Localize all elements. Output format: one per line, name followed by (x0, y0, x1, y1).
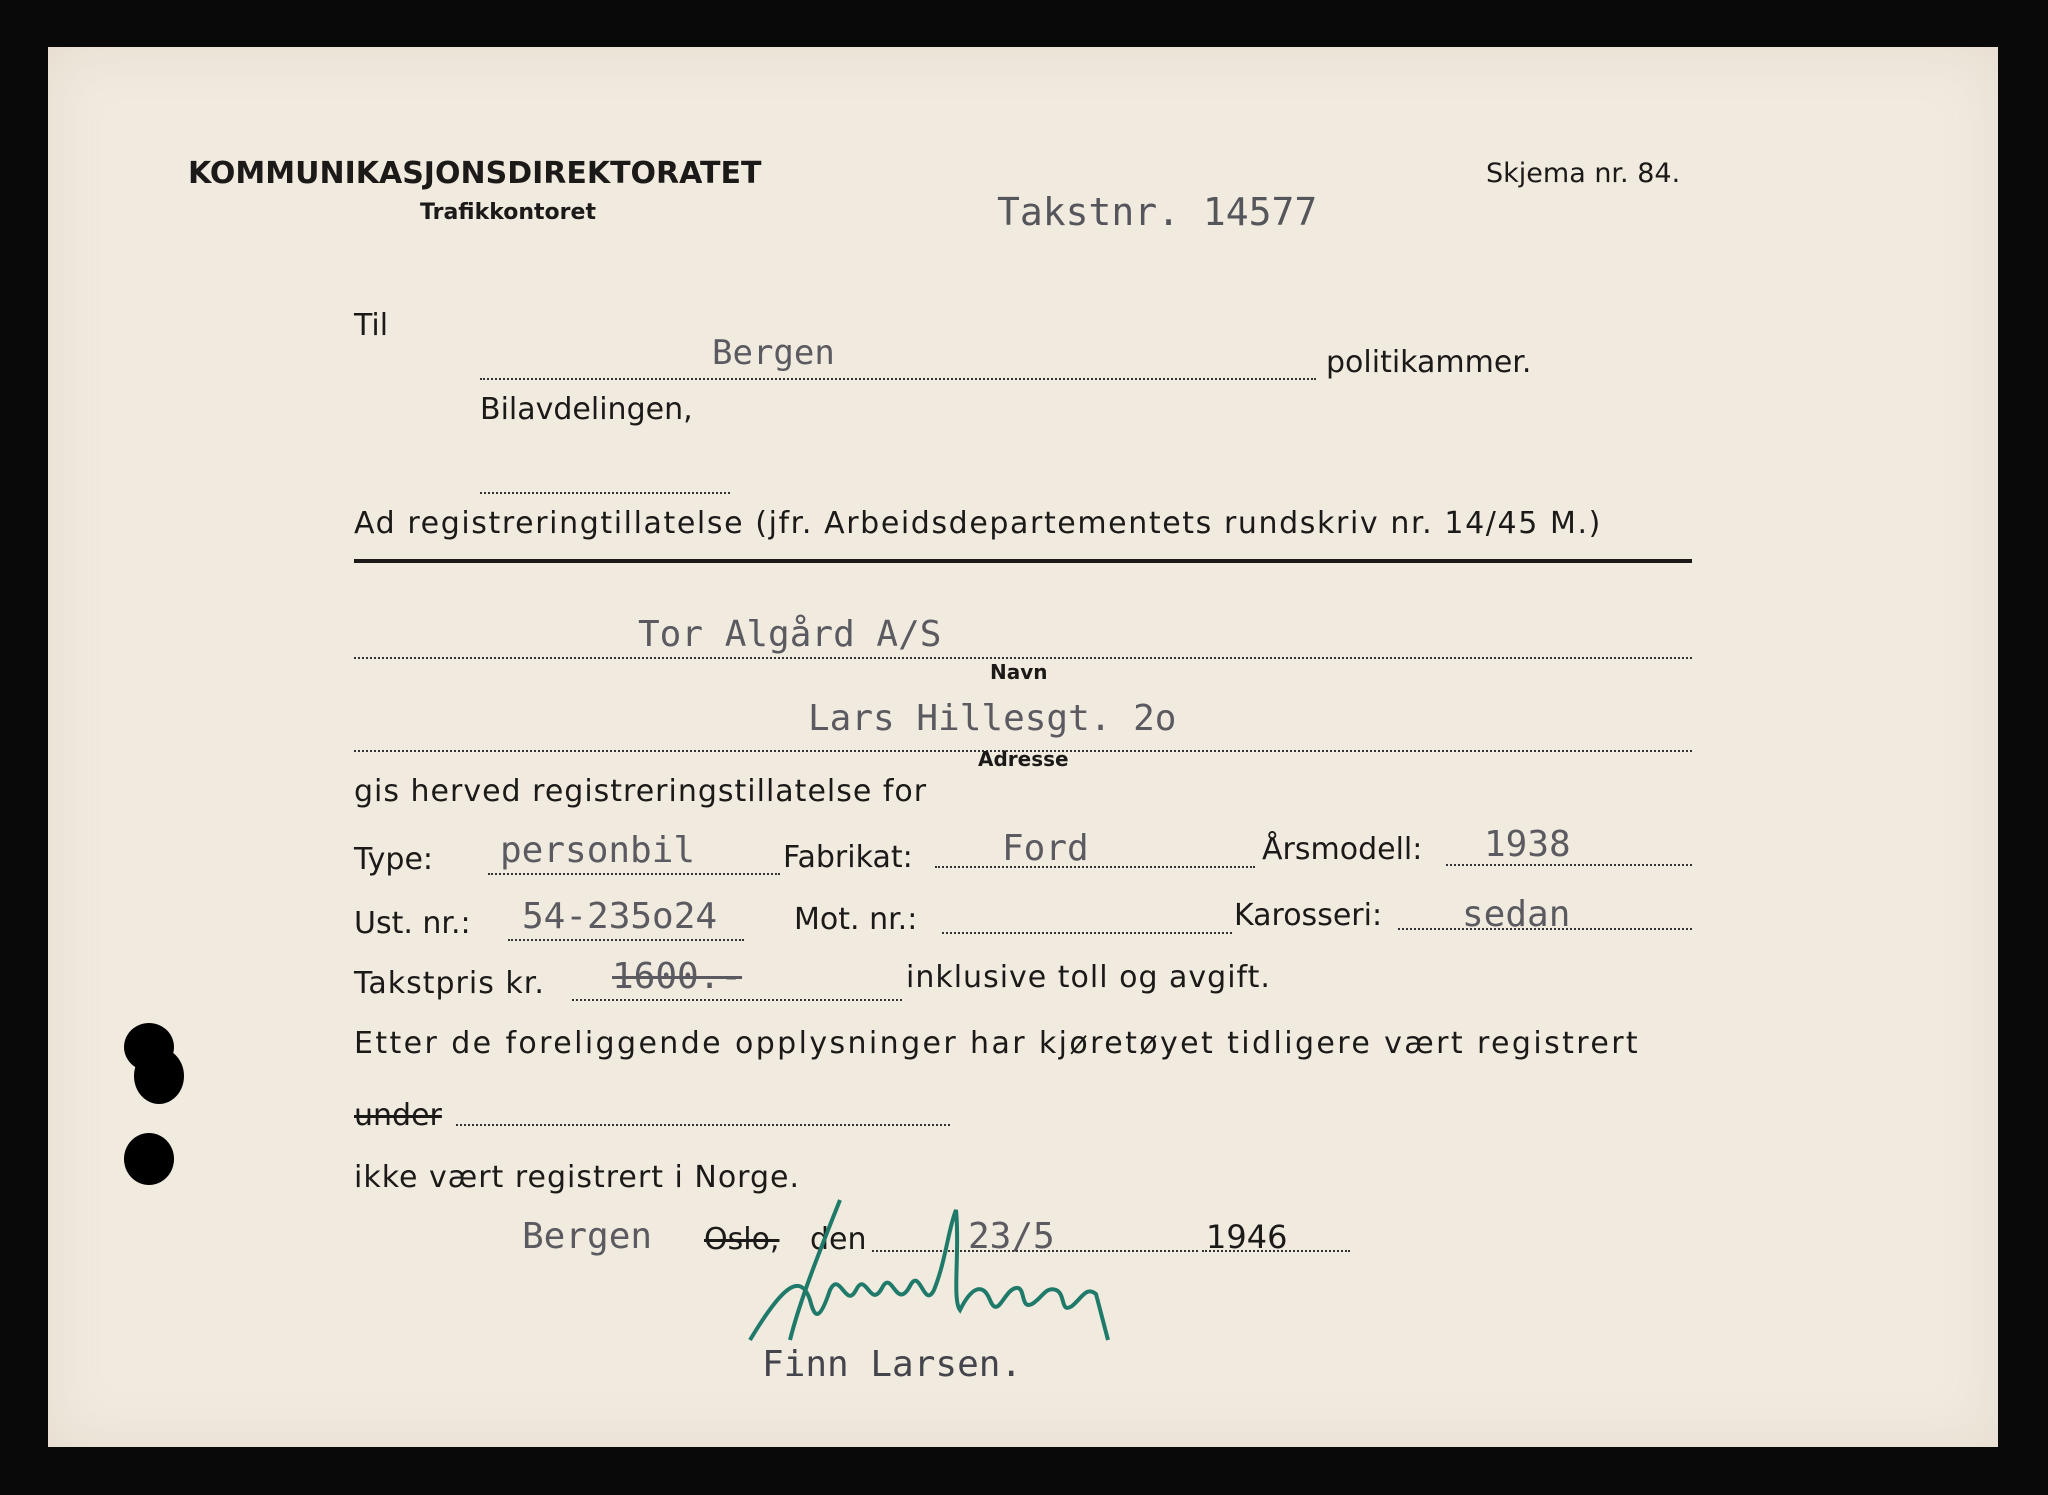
type-line (488, 873, 780, 875)
punch-hole (124, 1133, 174, 1185)
subject-rule (354, 559, 1692, 563)
chassis-line (508, 939, 744, 941)
engine-line (942, 932, 1232, 934)
history-line: Etter de foreliggende opplysninger har kjøretøyet tidligere vært registrert (354, 1026, 1641, 1061)
signoff-date: 23/5 (968, 1216, 1055, 1257)
make-label: Fabrikat: (783, 840, 913, 875)
applicant-address: Lars Hillesgt. 2o (808, 698, 1177, 739)
den-label: den (810, 1222, 867, 1257)
name-line (354, 657, 1692, 659)
printed-place: Oslo, (704, 1222, 780, 1257)
under-label: under (354, 1098, 442, 1133)
engine-label: Mot. nr.: (794, 902, 918, 937)
til-label: Til (354, 308, 389, 343)
year-line-2 (1202, 1250, 1350, 1252)
tax-number: Takstnr. 14577 (997, 190, 1318, 234)
chassis-number: 54-235o24 (522, 896, 718, 937)
signatory-name: Finn Larsen. (762, 1344, 1023, 1385)
under-line (456, 1124, 950, 1126)
subject-line: Ad registreringtillatelse (jfr. Arbeidsdepartementets rundskriv nr. 14/45 M.) (354, 506, 1602, 541)
body-label: Karosseri: (1234, 898, 1383, 933)
city-line (480, 378, 1316, 380)
vehicle-make: Ford (1002, 828, 1089, 869)
politikammer-label: politikammer. (1326, 345, 1532, 380)
year-label: Årsmodell: (1262, 832, 1423, 867)
form-number: Skjema nr. 84. (1486, 158, 1681, 189)
price-label: Takstpris kr. (354, 966, 545, 1001)
organization-name: KOMMUNIKASJONSDIREKTORATET (188, 156, 762, 191)
signoff-year: 1946 (1206, 1218, 1288, 1256)
address-label: Adresse (978, 747, 1069, 771)
price-suffix: inklusive toll og avgift. (906, 960, 1271, 995)
type-label: Type: (354, 842, 434, 877)
body-type: sedan (1462, 894, 1571, 935)
department-name: Trafikkontoret (420, 200, 596, 225)
grant-text: gis herved registreringstillatelse for (354, 774, 928, 809)
year-line (1446, 864, 1692, 866)
police-city: Bergen (712, 333, 835, 373)
signoff-place: Bergen (522, 1216, 653, 1257)
chassis-label: Ust. nr.: (354, 906, 471, 941)
price-line (572, 999, 902, 1001)
section-label: Bilavdelingen, (480, 392, 693, 427)
tax-price: 1600.- (612, 956, 743, 997)
make-line (935, 866, 1255, 868)
section-line (480, 492, 730, 494)
punch-hole (134, 1048, 184, 1104)
applicant-name: Tor Algård A/S (638, 614, 942, 655)
name-label: Navn (990, 660, 1048, 684)
model-year: 1938 (1484, 824, 1571, 865)
not-registered-line: ikke vært registrert i Norge. (354, 1160, 801, 1195)
vehicle-type: personbil (500, 830, 696, 871)
body-line (1398, 928, 1692, 930)
